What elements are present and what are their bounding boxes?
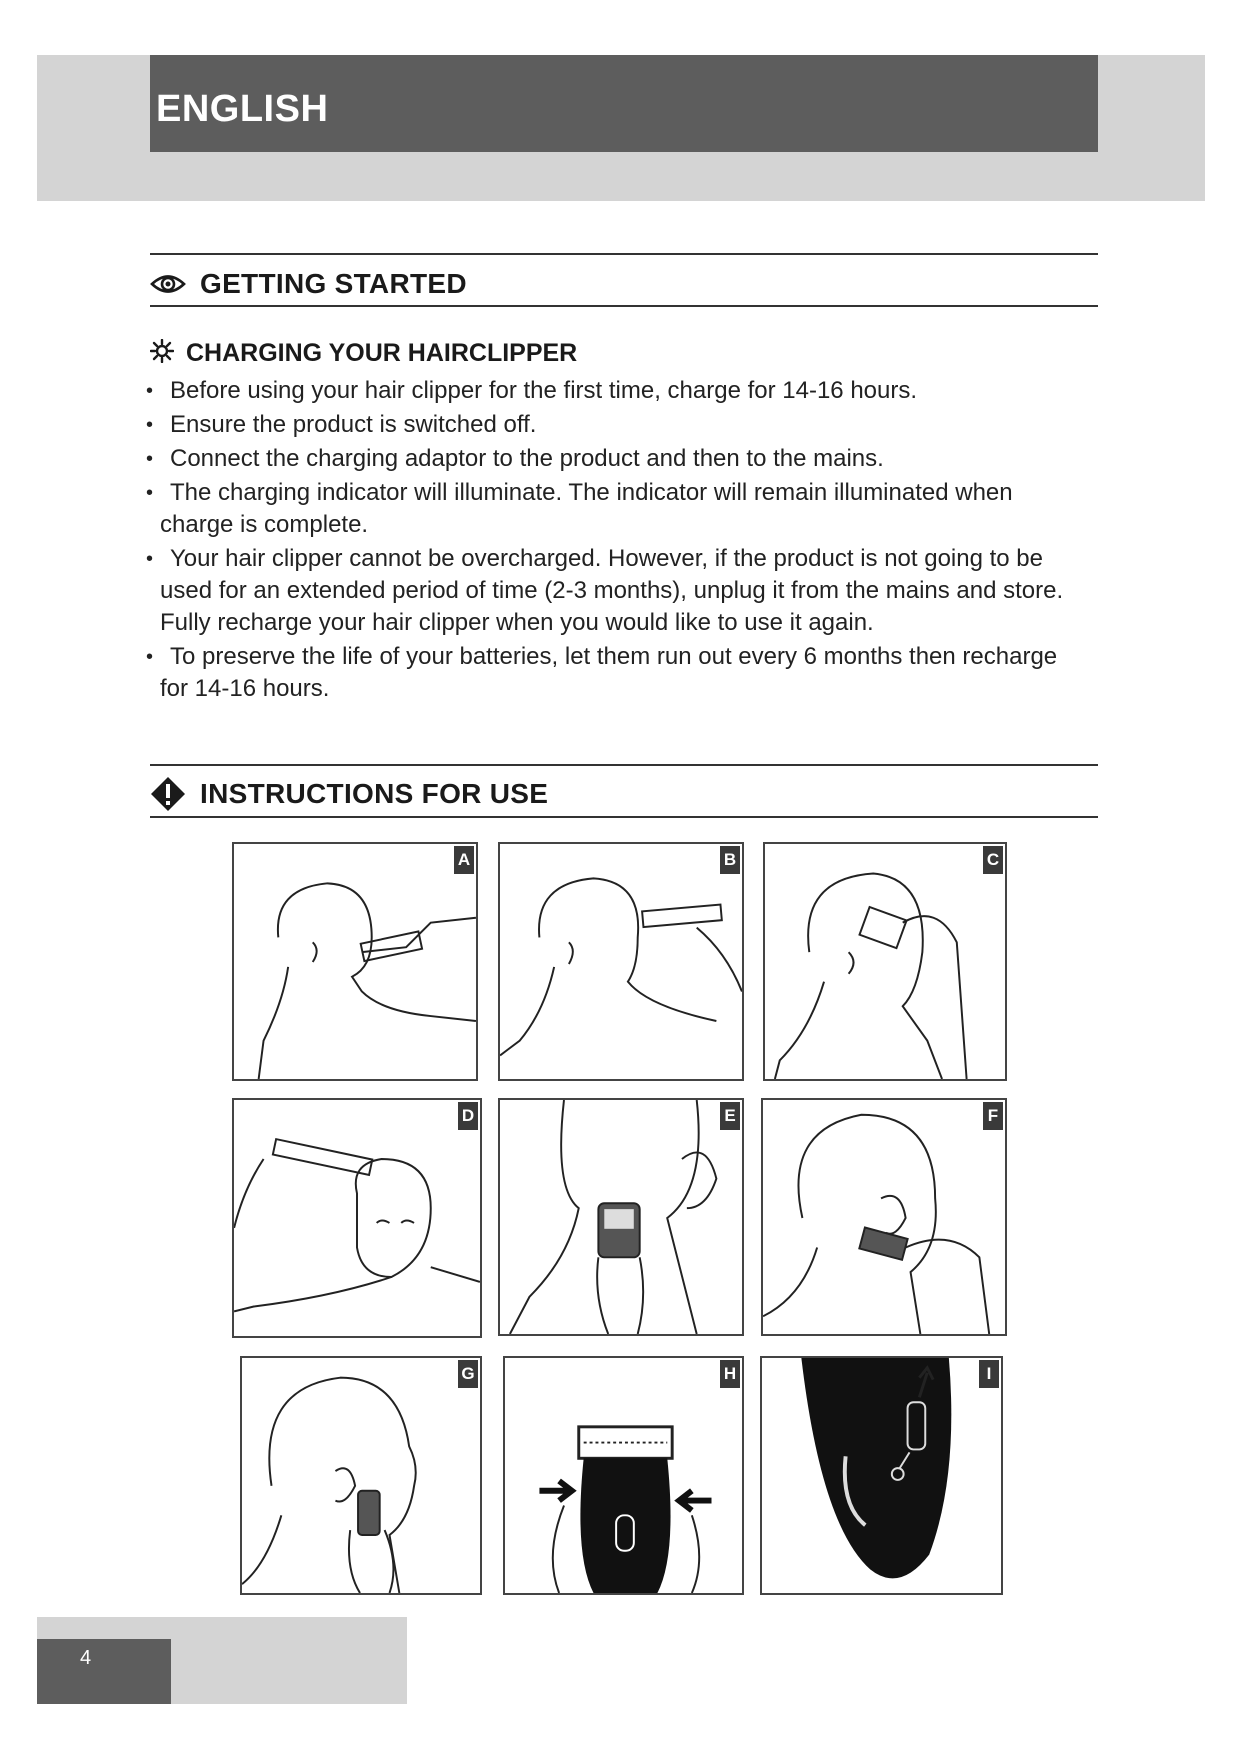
figure-letter: B <box>720 846 740 874</box>
eye-icon <box>150 266 186 302</box>
figure-c <box>763 842 1007 1081</box>
figure-g <box>240 1356 482 1595</box>
section-instructions <box>150 776 548 812</box>
clipper-body-illustration <box>762 1358 1001 1593</box>
sun-burst-icon <box>150 339 174 368</box>
bullet-icon: • <box>146 448 154 470</box>
figure-letter: E <box>720 1102 740 1130</box>
section-title: GETTING STARTED <box>200 268 467 299</box>
list-item: • Ensure the product is switched off. <box>146 409 1086 441</box>
figure-letter: G <box>458 1360 478 1388</box>
section-getting-started <box>150 266 467 302</box>
figure-letter: D <box>458 1102 478 1130</box>
figure-b <box>498 842 744 1081</box>
figure-letter: A <box>454 846 474 874</box>
hair-clipping-illustration <box>234 1100 480 1336</box>
footer-page-box <box>37 1639 171 1704</box>
figure-letter: F <box>983 1102 1003 1130</box>
subsection-charging <box>150 339 577 368</box>
foil-head-removal-illustration <box>505 1358 742 1593</box>
list-item: • The charging indicator will illuminate. The indicator will remain illuminated when charge is complete. <box>146 479 1013 538</box>
figure-i <box>760 1356 1003 1595</box>
section-title: INSTRUCTIONS FOR USE <box>200 778 549 809</box>
subsection-title: CHARGING YOUR HAIRCLIPPER <box>186 339 578 367</box>
sideburn-trimming-illustration <box>242 1358 480 1593</box>
warning-diamond-icon <box>150 776 186 812</box>
figure-letter: H <box>720 1360 740 1388</box>
figure-d <box>232 1098 482 1338</box>
figure-e <box>498 1098 744 1336</box>
divider <box>150 305 1098 307</box>
divider <box>150 764 1098 766</box>
hair-clipping-illustration <box>234 844 476 1079</box>
page-title: ENGLISH <box>156 88 329 130</box>
hair-clipping-illustration <box>765 844 1005 1079</box>
list-item: • To preserve the life of your batteries, let them run out every 6 months then recharge for 14-16 hours. <box>146 643 1058 702</box>
neck-trimming-illustration <box>500 1100 742 1334</box>
sideburn-trimming-illustration <box>763 1100 1005 1334</box>
figure-h <box>503 1356 744 1595</box>
figure-letter: C <box>983 846 1003 874</box>
figure-f <box>761 1098 1007 1336</box>
list-item: • Before using your hair clipper for the first time, charge for 14-16 hours. <box>146 375 1086 407</box>
bullet-icon: • <box>146 646 154 668</box>
list-item: • Your hair clipper cannot be overcharged. However, if the product is not going to be used for an extended period of time (2-3 months), unplug it from the mains and store. Fully recharge your hair clipper when you would like to use it again. <box>146 545 1064 636</box>
charging-instructions-list <box>146 375 1086 707</box>
figure-letter: I <box>979 1360 999 1388</box>
hair-clipping-illustration <box>500 844 742 1079</box>
bullet-icon: • <box>146 414 154 436</box>
bullet-icon: • <box>146 482 154 504</box>
page-number: 4 <box>80 1647 92 1669</box>
list-item: • Connect the charging adaptor to the product and then to the mains. <box>146 443 1086 475</box>
bullet-icon: • <box>146 380 154 402</box>
divider <box>150 816 1098 818</box>
divider <box>150 253 1098 255</box>
figure-a <box>232 842 478 1081</box>
bullet-icon: • <box>146 548 154 570</box>
